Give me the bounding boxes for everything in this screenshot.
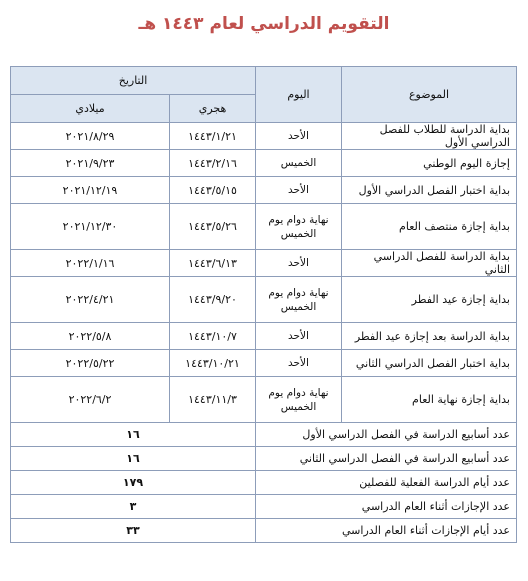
row-subject: بداية الدراسة بعد إجازة عيد الفطر <box>342 323 517 350</box>
summary-row <box>11 495 517 519</box>
row-subject: إجازة اليوم الوطني <box>342 150 517 177</box>
table-row <box>11 377 517 423</box>
row-hijri: ١٤٤٣/١٠/٧ <box>170 323 256 350</box>
row-subject: بداية إجازة منتصف العام <box>342 204 517 250</box>
header-date: التاريخ <box>11 67 256 95</box>
summary-row <box>11 519 517 543</box>
summary-label: عدد الإجازات أثناء العام الدراسي <box>256 495 517 519</box>
row-day: الخميس <box>256 150 342 177</box>
table-row <box>11 150 517 177</box>
row-gregorian: ٢٠٢٢/٤/٢١ <box>11 277 170 323</box>
header-subject: الموضوع <box>342 67 517 123</box>
summary-label: عدد أيام الإجازات أثناء العام الدراسي <box>256 519 517 543</box>
summary-value: ١٦ <box>11 423 256 447</box>
row-gregorian: ٢٠٢٢/١/١٦ <box>11 250 170 277</box>
header-hijri: هجري <box>170 95 256 123</box>
row-hijri: ١٤٤٣/٩/٢٠ <box>170 277 256 323</box>
summary-label: عدد أيام الدراسة الفعلية للفصلين <box>256 471 517 495</box>
row-gregorian: ٢٠٢١/١٢/٣٠ <box>11 204 170 250</box>
row-gregorian: ٢٠٢١/٨/٢٩ <box>11 123 170 150</box>
table-row <box>11 204 517 250</box>
table-row <box>11 177 517 204</box>
row-day: نهاية دوام يوم الخميس <box>256 204 342 250</box>
row-hijri: ١٤٤٣/١٠/٢١ <box>170 350 256 377</box>
row-day: الأحد <box>256 177 342 204</box>
table-row <box>11 123 517 150</box>
row-subject: بداية الدراسة للفصل الدراسي الثاني <box>342 250 517 277</box>
summary-row <box>11 447 517 471</box>
row-gregorian: ٢٠٢١/٩/٢٣ <box>11 150 170 177</box>
table-row <box>11 350 517 377</box>
summary-row <box>11 471 517 495</box>
row-hijri: ١٤٤٣/٥/١٥ <box>170 177 256 204</box>
page-title: التقويم الدراسي لعام ١٤٤٣ هـ <box>138 14 390 34</box>
row-subject: بداية الدراسة للطلاب للفصل الدراسي الأول <box>342 123 517 150</box>
row-subject: بداية اختبار الفصل الدراسي الثاني <box>342 350 517 377</box>
summary-value: ٣ <box>11 495 256 519</box>
row-hijri: ١٤٤٣/٥/٢٦ <box>170 204 256 250</box>
row-gregorian: ٢٠٢٢/٥/٢٢ <box>11 350 170 377</box>
row-day: نهاية دوام يوم الخميس <box>256 277 342 323</box>
row-day: نهاية دوام يوم الخميس <box>256 377 342 423</box>
calendar-table <box>10 66 517 543</box>
summary-value: ٣٣ <box>11 519 256 543</box>
table-row <box>11 250 517 277</box>
row-hijri: ١٤٤٣/٢/١٦ <box>170 150 256 177</box>
row-hijri: ١٤٤٣/٦/١٣ <box>170 250 256 277</box>
header-day: اليوم <box>256 67 342 123</box>
row-subject: بداية اختبار الفصل الدراسي الأول <box>342 177 517 204</box>
table-row <box>11 277 517 323</box>
row-gregorian: ٢٠٢٢/٦/٢ <box>11 377 170 423</box>
row-subject: بداية إجازة عيد الفطر <box>342 277 517 323</box>
row-day: الأحد <box>256 323 342 350</box>
summary-value: ١٦ <box>11 447 256 471</box>
row-gregorian: ٢٠٢٢/٥/٨ <box>11 323 170 350</box>
row-gregorian: ٢٠٢١/١٢/١٩ <box>11 177 170 204</box>
row-hijri: ١٤٤٣/١١/٣ <box>170 377 256 423</box>
row-day: الأحد <box>256 250 342 277</box>
summary-value: ١٧٩ <box>11 471 256 495</box>
row-day: الأحد <box>256 123 342 150</box>
summary-label: عدد أسابيع الدراسة في الفصل الدراسي الأول <box>256 423 517 447</box>
summary-label: عدد أسابيع الدراسة في الفصل الدراسي الثاني <box>256 447 517 471</box>
row-subject: بداية إجازة نهاية العام <box>342 377 517 423</box>
table-row <box>11 323 517 350</box>
row-day: الأحد <box>256 350 342 377</box>
header-gregorian: ميلادي <box>11 95 170 123</box>
row-hijri: ١٤٤٣/١/٢١ <box>170 123 256 150</box>
summary-row <box>11 423 517 447</box>
